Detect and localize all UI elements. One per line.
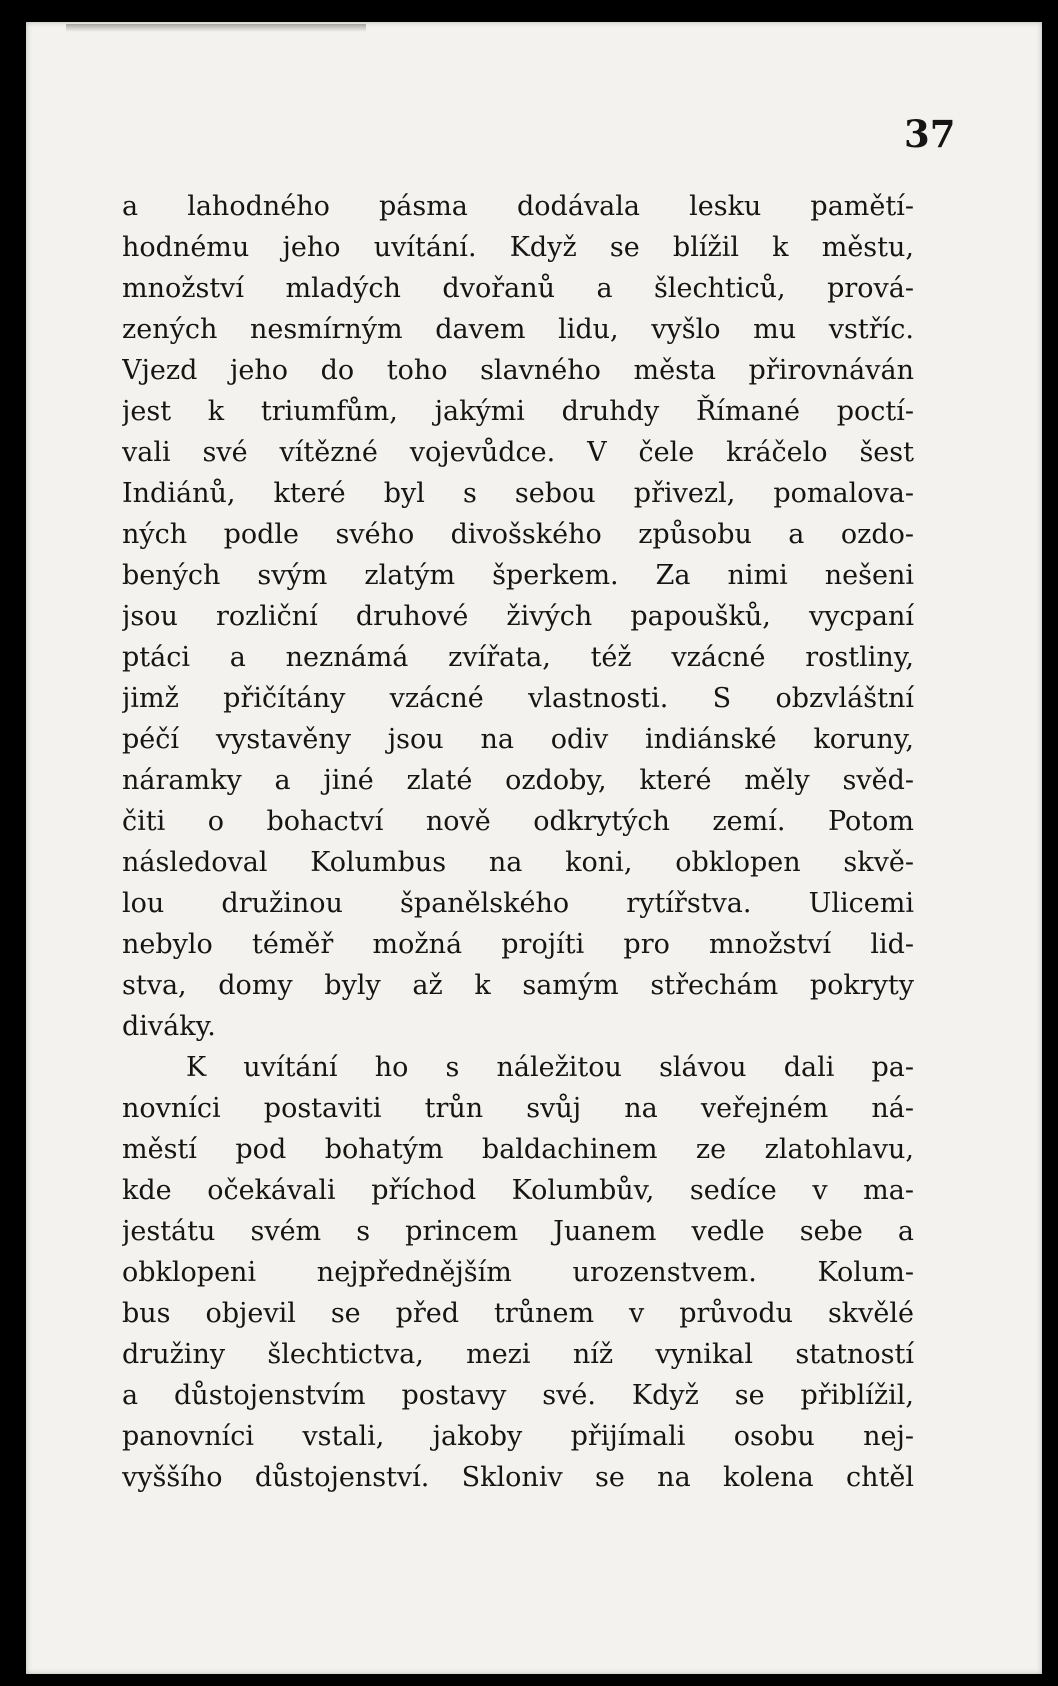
scan-edge-shadow: [66, 24, 366, 32]
text-line: a lahodného pásma dodávala lesku pamětí-: [122, 191, 914, 222]
text-line: jsou rozliční druhové živých papoušků, vycpaní: [122, 601, 914, 632]
text-line: ných podle svého divošského způsobu a ozdo-: [122, 519, 914, 550]
text-line: stva, domy byly až k samým střechám pokryty: [122, 970, 914, 1001]
text-line: nebylo téměř možná projíti pro množství lid-: [122, 929, 914, 960]
text-line: jest k triumfům, jakými druhdy Římané poctí-: [122, 396, 914, 427]
text-line: diváky.: [122, 1011, 216, 1042]
text-line: vyššího důstojenství. Skloniv se na kolena chtěl: [122, 1462, 914, 1493]
text-line: vali své vítězné vojevůdce. V čele kráčelo šest: [122, 437, 914, 468]
text-line: jimž přičítány vzácné vlastnosti. S obzvláštní: [122, 683, 914, 714]
text-line: množství mladých dvořanů a šlechticů, prová-: [122, 273, 914, 304]
text-line: čiti o bohactví nově odkrytých zemí. Potom: [122, 806, 914, 837]
body-text: [122, 186, 914, 1498]
text-line: ptáci a neznámá zvířata, též vzácné rostliny,: [122, 642, 914, 673]
page-number: 37: [904, 112, 956, 156]
text-line: jestátu svém s princem Juanem vedle sebe a: [122, 1216, 914, 1247]
text-line: a důstojenstvím postavy své. Když se přiblížil,: [122, 1380, 914, 1411]
text-line: hodnému jeho uvítání. Když se blížil k městu,: [122, 232, 914, 263]
text-line: péčí vystavěny jsou na odiv indiánské koruny,: [122, 724, 914, 755]
text-line: družiny šlechtictva, mezi níž vynikal statností: [122, 1339, 914, 1370]
text-line: bených svým zlatým šperkem. Za nimi nešeni: [122, 560, 914, 591]
text-line: lou družinou španělského rytířstva. Ulicemi: [122, 888, 914, 919]
text-line: následoval Kolumbus na koni, obklopen skvě-: [122, 847, 914, 878]
text-line: K uvítání ho s náležitou slávou dali pa-: [186, 1052, 914, 1083]
text-line: novníci postaviti trůn svůj na veřejném ná-: [122, 1093, 914, 1124]
text-line: Vjezd jeho do toho slavného města přirovnáván: [122, 355, 914, 386]
text-line: bus objevil se před trůnem v průvodu skvělé: [122, 1298, 914, 1329]
text-line: Indiánů, které byl s sebou přivezl, pomalova-: [122, 478, 914, 509]
text-line: kde očekávali příchod Kolumbův, sedíce v ma-: [122, 1175, 914, 1206]
text-line: náramky a jiné zlaté ozdoby, které měly svěd-: [122, 765, 914, 796]
text-line: obklopeni nejpřednějším urozenstvem. Kolum-: [122, 1257, 914, 1288]
text-line: městí pod bohatým baldachinem ze zlatohlavu,: [122, 1134, 914, 1165]
text-line: zených nesmírným davem lidu, vyšlo mu vstříc.: [122, 314, 914, 345]
text-line: panovníci vstali, jakoby přijímali osobu nej-: [122, 1421, 914, 1452]
